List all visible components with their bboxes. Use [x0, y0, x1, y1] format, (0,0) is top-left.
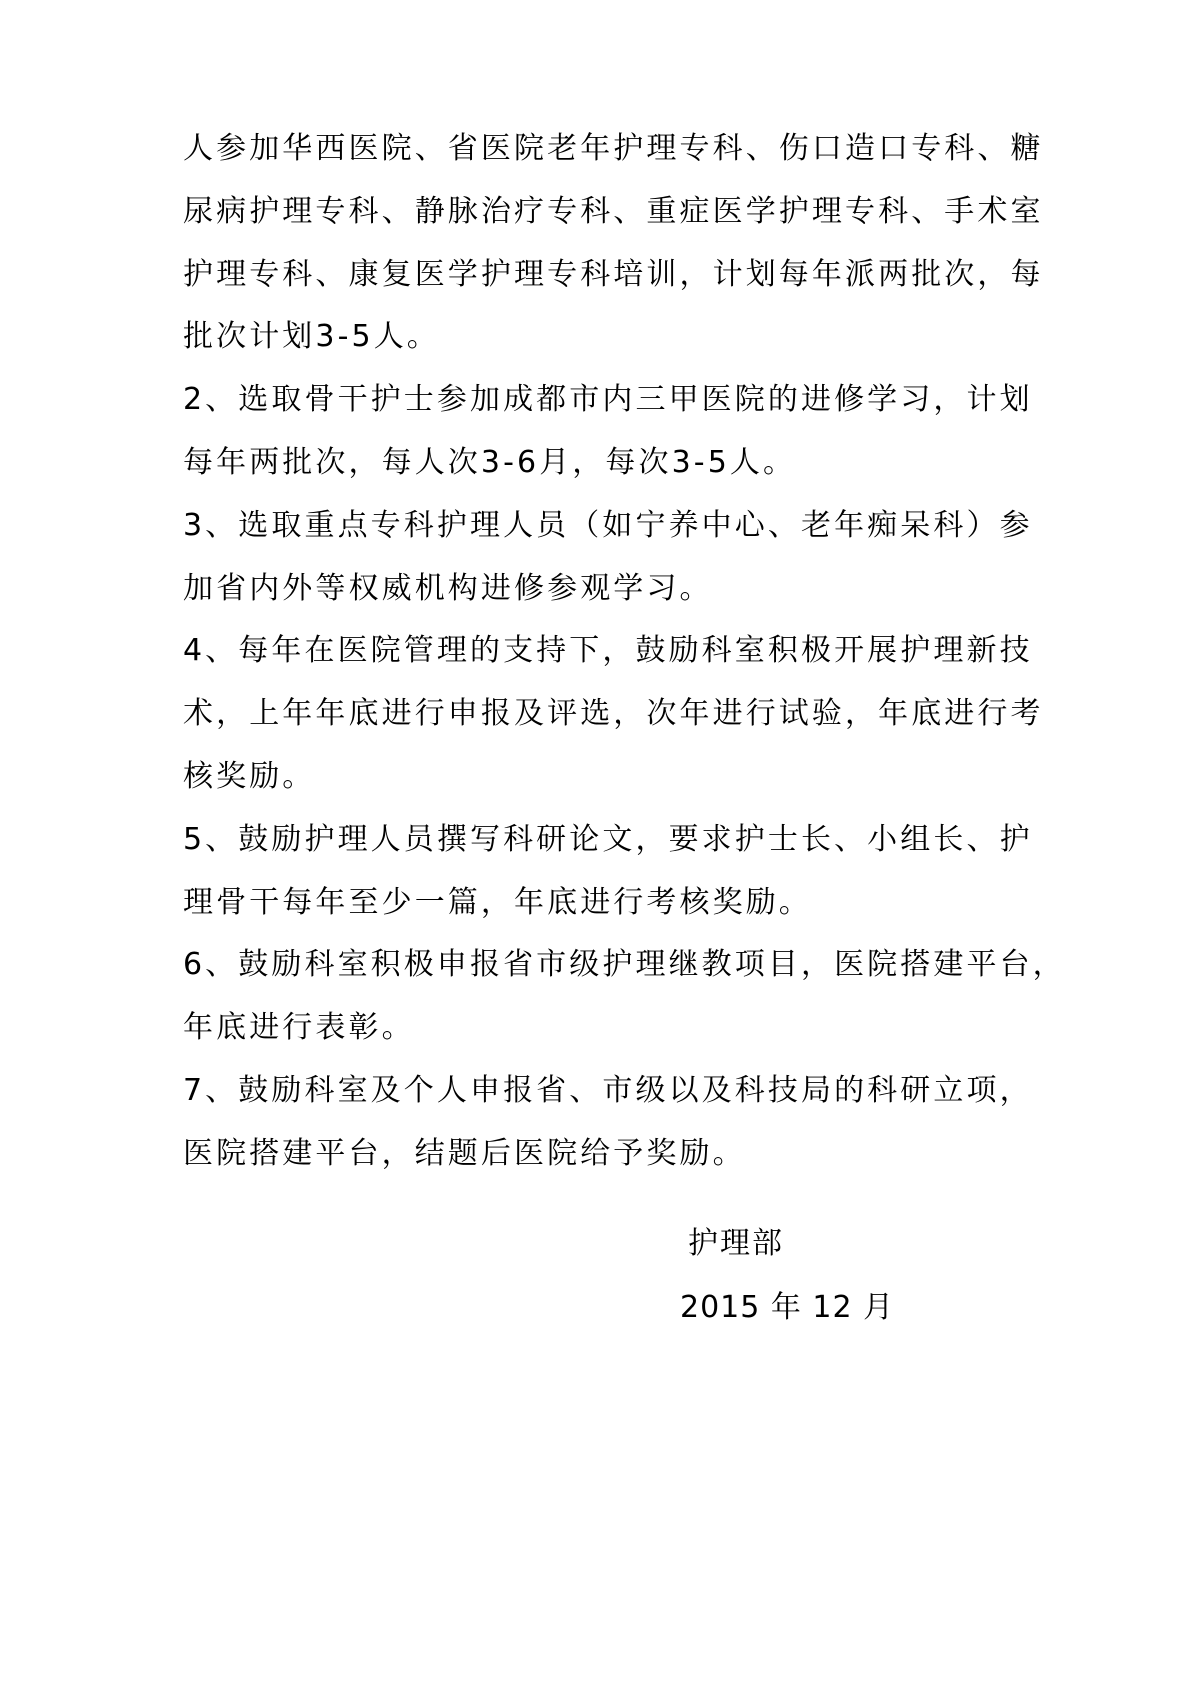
text-line: 5、鼓励护理人员撰写科研论文，要求护士长、小组长、护: [183, 821, 1033, 857]
text-line: 核奖励。: [183, 758, 316, 794]
signature-date: 2015 年 12 月: [680, 1290, 895, 1325]
text-line: 批次计划3-5人。: [183, 319, 440, 355]
text-line: 尿病护理专科、静脉治疗专科、重症医学护理专科、手术室: [183, 193, 1044, 229]
text-line: 护理专科、康复医学护理专科培训，计划每年派两批次，每: [183, 256, 1044, 292]
text-line: 理骨干每年至少一篇，年底进行考核奖励。: [183, 884, 812, 920]
text-line: 7、鼓励科室及个人申报省、市级以及科技局的科研立项，: [183, 1072, 1033, 1108]
text-line: 4、每年在医院管理的支持下，鼓励科室积极开展护理新技: [183, 633, 1033, 669]
document-body: [183, 118, 1066, 1186]
text-line: 加省内外等权威机构进修参观学习。: [183, 570, 713, 606]
text-line: 医院搭建平台，结题后医院给予奖励。: [183, 1135, 746, 1171]
signature-department: 护理部: [688, 1226, 784, 1261]
text-line: 2、选取骨干护士参加成都市内三甲医院的进修学习，计划: [183, 382, 1033, 418]
text-line: 人参加华西医院、省医院老年护理专科、伤口造口专科、糖: [183, 131, 1044, 166]
text-line: 6、鼓励科室积极申报省市级护理继教项目，医院搭建平台，: [183, 947, 1066, 983]
text-line: 术，上年年底进行申报及评选，次年进行试验，年底进行考: [183, 696, 1044, 732]
text-line: 每年两批次，每人次3-6月，每次3-5人。: [183, 444, 797, 480]
text-line: 3、选取重点专科护理人员（如宁养中心、老年痴呆科）参: [183, 507, 1033, 543]
text-line: 年底进行表彰。: [183, 1010, 415, 1046]
